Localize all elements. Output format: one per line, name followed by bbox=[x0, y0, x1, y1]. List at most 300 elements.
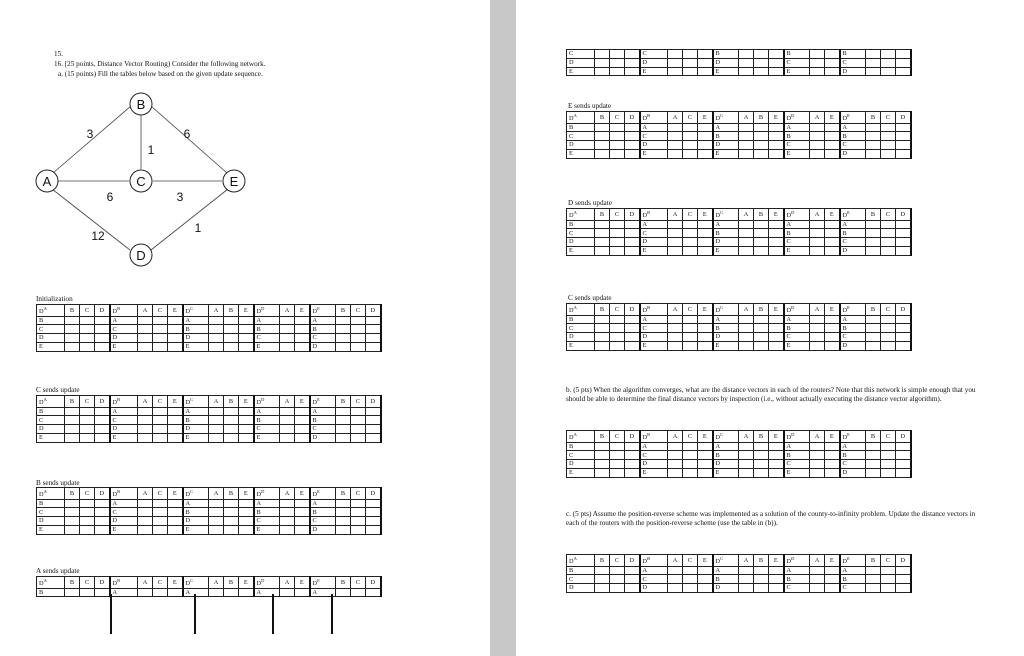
distance-cell[interactable] bbox=[153, 588, 168, 597]
distance-cell[interactable] bbox=[810, 132, 825, 141]
distance-cell[interactable] bbox=[351, 434, 366, 443]
distance-cell[interactable] bbox=[65, 526, 80, 535]
distance-cell[interactable] bbox=[810, 67, 825, 76]
distance-cell[interactable] bbox=[610, 150, 625, 159]
distance-cell[interactable] bbox=[754, 132, 769, 141]
distance-cell[interactable] bbox=[153, 517, 168, 526]
distance-cell[interactable] bbox=[224, 407, 239, 416]
distance-cell[interactable] bbox=[896, 150, 911, 159]
distance-cell[interactable] bbox=[896, 315, 911, 324]
distance-cell[interactable] bbox=[95, 425, 110, 434]
distance-cell[interactable] bbox=[80, 407, 95, 416]
distance-cell[interactable] bbox=[209, 416, 224, 425]
distance-cell[interactable] bbox=[625, 324, 640, 333]
distance-cell[interactable] bbox=[881, 451, 896, 460]
distance-cell[interactable] bbox=[881, 566, 896, 575]
distance-cell[interactable] bbox=[825, 150, 840, 159]
distance-cell[interactable] bbox=[668, 50, 683, 59]
distance-cell[interactable] bbox=[595, 315, 610, 324]
distance-cell[interactable] bbox=[351, 325, 366, 334]
distance-cell[interactable] bbox=[366, 588, 381, 597]
distance-cell[interactable] bbox=[336, 434, 351, 443]
distance-cell[interactable] bbox=[754, 566, 769, 575]
distance-cell[interactable] bbox=[754, 50, 769, 59]
distance-cell[interactable] bbox=[668, 575, 683, 584]
distance-cell[interactable] bbox=[896, 123, 911, 132]
distance-cell[interactable] bbox=[881, 238, 896, 247]
distance-cell[interactable] bbox=[153, 499, 168, 508]
distance-cell[interactable] bbox=[825, 67, 840, 76]
distance-cell[interactable] bbox=[683, 58, 698, 67]
distance-cell[interactable] bbox=[239, 334, 254, 343]
distance-cell[interactable] bbox=[153, 325, 168, 334]
distance-cell[interactable] bbox=[769, 460, 784, 469]
distance-cell[interactable] bbox=[739, 575, 754, 584]
distance-cell[interactable] bbox=[668, 247, 683, 256]
distance-cell[interactable] bbox=[65, 343, 80, 352]
distance-cell[interactable] bbox=[881, 67, 896, 76]
distance-cell[interactable] bbox=[209, 316, 224, 325]
distance-cell[interactable] bbox=[610, 333, 625, 342]
distance-cell[interactable] bbox=[769, 469, 784, 478]
distance-cell[interactable] bbox=[683, 247, 698, 256]
distance-cell[interactable] bbox=[866, 575, 881, 584]
distance-cell[interactable] bbox=[336, 343, 351, 352]
distance-cell[interactable] bbox=[168, 508, 183, 517]
distance-cell[interactable] bbox=[754, 342, 769, 351]
distance-cell[interactable] bbox=[683, 451, 698, 460]
distance-cell[interactable] bbox=[625, 247, 640, 256]
distance-cell[interactable] bbox=[866, 460, 881, 469]
distance-cell[interactable] bbox=[95, 325, 110, 334]
distance-cell[interactable] bbox=[138, 407, 153, 416]
distance-cell[interactable] bbox=[866, 247, 881, 256]
distance-cell[interactable] bbox=[683, 220, 698, 229]
distance-cell[interactable] bbox=[595, 460, 610, 469]
distance-cell[interactable] bbox=[168, 325, 183, 334]
distance-cell[interactable] bbox=[336, 325, 351, 334]
distance-cell[interactable] bbox=[280, 407, 295, 416]
distance-cell[interactable] bbox=[896, 132, 911, 141]
distance-cell[interactable] bbox=[896, 58, 911, 67]
distance-cell[interactable] bbox=[754, 324, 769, 333]
distance-cell[interactable] bbox=[683, 67, 698, 76]
distance-cell[interactable] bbox=[810, 247, 825, 256]
distance-cell[interactable] bbox=[668, 469, 683, 478]
distance-cell[interactable] bbox=[754, 460, 769, 469]
distance-cell[interactable] bbox=[280, 434, 295, 443]
distance-cell[interactable] bbox=[80, 526, 95, 535]
distance-cell[interactable] bbox=[610, 566, 625, 575]
distance-cell[interactable] bbox=[168, 416, 183, 425]
distance-cell[interactable] bbox=[95, 334, 110, 343]
distance-cell[interactable] bbox=[896, 333, 911, 342]
distance-cell[interactable] bbox=[610, 238, 625, 247]
distance-cell[interactable] bbox=[65, 334, 80, 343]
distance-cell[interactable] bbox=[896, 229, 911, 238]
distance-cell[interactable] bbox=[168, 343, 183, 352]
distance-cell[interactable] bbox=[138, 517, 153, 526]
distance-cell[interactable] bbox=[168, 588, 183, 597]
distance-cell[interactable] bbox=[280, 325, 295, 334]
distance-cell[interactable] bbox=[595, 132, 610, 141]
distance-cell[interactable] bbox=[95, 316, 110, 325]
distance-cell[interactable] bbox=[168, 316, 183, 325]
distance-cell[interactable] bbox=[668, 123, 683, 132]
distance-cell[interactable] bbox=[351, 343, 366, 352]
distance-cell[interactable] bbox=[336, 517, 351, 526]
distance-cell[interactable] bbox=[810, 333, 825, 342]
distance-cell[interactable] bbox=[610, 469, 625, 478]
distance-cell[interactable] bbox=[209, 526, 224, 535]
distance-cell[interactable] bbox=[668, 238, 683, 247]
distance-cell[interactable] bbox=[866, 584, 881, 593]
distance-cell[interactable] bbox=[881, 150, 896, 159]
distance-cell[interactable] bbox=[153, 407, 168, 416]
distance-cell[interactable] bbox=[825, 229, 840, 238]
distance-cell[interactable] bbox=[810, 50, 825, 59]
distance-cell[interactable] bbox=[80, 316, 95, 325]
distance-cell[interactable] bbox=[153, 416, 168, 425]
distance-cell[interactable] bbox=[739, 220, 754, 229]
distance-cell[interactable] bbox=[810, 442, 825, 451]
distance-cell[interactable] bbox=[683, 333, 698, 342]
distance-cell[interactable] bbox=[668, 451, 683, 460]
distance-cell[interactable] bbox=[739, 67, 754, 76]
distance-cell[interactable] bbox=[739, 324, 754, 333]
distance-cell[interactable] bbox=[224, 416, 239, 425]
distance-cell[interactable] bbox=[739, 315, 754, 324]
distance-cell[interactable] bbox=[769, 150, 784, 159]
distance-cell[interactable] bbox=[351, 407, 366, 416]
distance-cell[interactable] bbox=[295, 588, 310, 597]
distance-cell[interactable] bbox=[698, 333, 713, 342]
distance-cell[interactable] bbox=[610, 575, 625, 584]
distance-cell[interactable] bbox=[65, 316, 80, 325]
distance-cell[interactable] bbox=[825, 324, 840, 333]
distance-cell[interactable] bbox=[739, 141, 754, 150]
distance-cell[interactable] bbox=[138, 416, 153, 425]
distance-cell[interactable] bbox=[80, 325, 95, 334]
distance-cell[interactable] bbox=[595, 123, 610, 132]
distance-cell[interactable] bbox=[138, 499, 153, 508]
distance-cell[interactable] bbox=[668, 315, 683, 324]
distance-cell[interactable] bbox=[668, 324, 683, 333]
distance-cell[interactable] bbox=[295, 316, 310, 325]
distance-cell[interactable] bbox=[896, 67, 911, 76]
distance-cell[interactable] bbox=[280, 526, 295, 535]
distance-cell[interactable] bbox=[668, 150, 683, 159]
distance-cell[interactable] bbox=[239, 588, 254, 597]
distance-cell[interactable] bbox=[825, 451, 840, 460]
distance-cell[interactable] bbox=[610, 315, 625, 324]
distance-cell[interactable] bbox=[896, 566, 911, 575]
distance-cell[interactable] bbox=[810, 342, 825, 351]
distance-cell[interactable] bbox=[866, 469, 881, 478]
distance-cell[interactable] bbox=[351, 316, 366, 325]
distance-cell[interactable] bbox=[595, 469, 610, 478]
distance-cell[interactable] bbox=[239, 517, 254, 526]
distance-cell[interactable] bbox=[239, 343, 254, 352]
distance-cell[interactable] bbox=[698, 324, 713, 333]
distance-cell[interactable] bbox=[881, 315, 896, 324]
distance-cell[interactable] bbox=[754, 238, 769, 247]
distance-cell[interactable] bbox=[668, 342, 683, 351]
distance-cell[interactable] bbox=[138, 316, 153, 325]
distance-cell[interactable] bbox=[224, 343, 239, 352]
distance-cell[interactable] bbox=[625, 342, 640, 351]
distance-cell[interactable] bbox=[351, 416, 366, 425]
distance-cell[interactable] bbox=[366, 508, 381, 517]
distance-cell[interactable] bbox=[896, 324, 911, 333]
distance-cell[interactable] bbox=[65, 416, 80, 425]
distance-cell[interactable] bbox=[739, 150, 754, 159]
distance-cell[interactable] bbox=[683, 442, 698, 451]
distance-cell[interactable] bbox=[769, 342, 784, 351]
distance-cell[interactable] bbox=[336, 407, 351, 416]
distance-cell[interactable] bbox=[754, 584, 769, 593]
distance-cell[interactable] bbox=[595, 58, 610, 67]
distance-cell[interactable] bbox=[683, 238, 698, 247]
distance-cell[interactable] bbox=[881, 584, 896, 593]
distance-cell[interactable] bbox=[739, 342, 754, 351]
distance-cell[interactable] bbox=[224, 517, 239, 526]
distance-cell[interactable] bbox=[209, 499, 224, 508]
distance-cell[interactable] bbox=[698, 58, 713, 67]
distance-cell[interactable] bbox=[280, 416, 295, 425]
distance-cell[interactable] bbox=[295, 325, 310, 334]
distance-cell[interactable] bbox=[153, 434, 168, 443]
distance-cell[interactable] bbox=[810, 460, 825, 469]
distance-cell[interactable] bbox=[866, 324, 881, 333]
distance-cell[interactable] bbox=[366, 434, 381, 443]
distance-cell[interactable] bbox=[625, 67, 640, 76]
distance-cell[interactable] bbox=[366, 517, 381, 526]
distance-cell[interactable] bbox=[810, 315, 825, 324]
distance-cell[interactable] bbox=[769, 584, 784, 593]
distance-cell[interactable] bbox=[95, 499, 110, 508]
distance-cell[interactable] bbox=[610, 460, 625, 469]
distance-cell[interactable] bbox=[209, 425, 224, 434]
distance-cell[interactable] bbox=[610, 132, 625, 141]
distance-cell[interactable] bbox=[351, 526, 366, 535]
distance-cell[interactable] bbox=[739, 460, 754, 469]
distance-cell[interactable] bbox=[168, 334, 183, 343]
distance-cell[interactable] bbox=[153, 425, 168, 434]
distance-cell[interactable] bbox=[209, 588, 224, 597]
distance-cell[interactable] bbox=[769, 566, 784, 575]
distance-cell[interactable] bbox=[336, 334, 351, 343]
distance-cell[interactable] bbox=[698, 67, 713, 76]
distance-cell[interactable] bbox=[769, 123, 784, 132]
distance-cell[interactable] bbox=[866, 333, 881, 342]
distance-cell[interactable] bbox=[610, 141, 625, 150]
distance-cell[interactable] bbox=[295, 434, 310, 443]
distance-cell[interactable] bbox=[80, 416, 95, 425]
distance-cell[interactable] bbox=[896, 220, 911, 229]
distance-cell[interactable] bbox=[224, 334, 239, 343]
distance-cell[interactable] bbox=[881, 50, 896, 59]
distance-cell[interactable] bbox=[239, 434, 254, 443]
distance-cell[interactable] bbox=[825, 469, 840, 478]
distance-cell[interactable] bbox=[595, 324, 610, 333]
distance-cell[interactable] bbox=[739, 584, 754, 593]
distance-cell[interactable] bbox=[224, 526, 239, 535]
distance-cell[interactable] bbox=[595, 220, 610, 229]
distance-cell[interactable] bbox=[668, 58, 683, 67]
distance-cell[interactable] bbox=[769, 141, 784, 150]
distance-cell[interactable] bbox=[769, 132, 784, 141]
distance-cell[interactable] bbox=[239, 316, 254, 325]
distance-cell[interactable] bbox=[138, 325, 153, 334]
distance-cell[interactable] bbox=[683, 132, 698, 141]
distance-cell[interactable] bbox=[280, 425, 295, 434]
distance-cell[interactable] bbox=[625, 566, 640, 575]
distance-cell[interactable] bbox=[168, 425, 183, 434]
distance-cell[interactable] bbox=[80, 508, 95, 517]
distance-cell[interactable] bbox=[280, 343, 295, 352]
distance-cell[interactable] bbox=[866, 141, 881, 150]
distance-cell[interactable] bbox=[239, 499, 254, 508]
distance-cell[interactable] bbox=[336, 316, 351, 325]
distance-cell[interactable] bbox=[825, 575, 840, 584]
distance-cell[interactable] bbox=[224, 325, 239, 334]
distance-cell[interactable] bbox=[625, 469, 640, 478]
distance-cell[interactable] bbox=[896, 460, 911, 469]
distance-cell[interactable] bbox=[95, 517, 110, 526]
distance-cell[interactable] bbox=[295, 499, 310, 508]
distance-cell[interactable] bbox=[209, 407, 224, 416]
distance-cell[interactable] bbox=[65, 325, 80, 334]
distance-cell[interactable] bbox=[810, 58, 825, 67]
distance-cell[interactable] bbox=[683, 229, 698, 238]
distance-cell[interactable] bbox=[683, 469, 698, 478]
distance-cell[interactable] bbox=[280, 517, 295, 526]
distance-cell[interactable] bbox=[595, 566, 610, 575]
distance-cell[interactable] bbox=[153, 343, 168, 352]
distance-cell[interactable] bbox=[866, 442, 881, 451]
distance-cell[interactable] bbox=[881, 460, 896, 469]
distance-cell[interactable] bbox=[224, 425, 239, 434]
distance-cell[interactable] bbox=[698, 575, 713, 584]
distance-cell[interactable] bbox=[769, 575, 784, 584]
distance-cell[interactable] bbox=[698, 584, 713, 593]
distance-cell[interactable] bbox=[625, 50, 640, 59]
distance-cell[interactable] bbox=[668, 132, 683, 141]
distance-cell[interactable] bbox=[683, 324, 698, 333]
distance-cell[interactable] bbox=[595, 575, 610, 584]
distance-cell[interactable] bbox=[739, 123, 754, 132]
distance-cell[interactable] bbox=[280, 499, 295, 508]
distance-cell[interactable] bbox=[769, 50, 784, 59]
distance-cell[interactable] bbox=[209, 517, 224, 526]
distance-cell[interactable] bbox=[366, 425, 381, 434]
distance-cell[interactable] bbox=[739, 132, 754, 141]
distance-cell[interactable] bbox=[595, 451, 610, 460]
distance-cell[interactable] bbox=[336, 508, 351, 517]
distance-cell[interactable] bbox=[698, 315, 713, 324]
distance-cell[interactable] bbox=[754, 123, 769, 132]
distance-cell[interactable] bbox=[866, 67, 881, 76]
distance-cell[interactable] bbox=[896, 238, 911, 247]
distance-cell[interactable] bbox=[769, 220, 784, 229]
distance-cell[interactable] bbox=[625, 460, 640, 469]
distance-cell[interactable] bbox=[810, 150, 825, 159]
distance-cell[interactable] bbox=[168, 499, 183, 508]
distance-cell[interactable] bbox=[866, 315, 881, 324]
distance-cell[interactable] bbox=[810, 469, 825, 478]
distance-cell[interactable] bbox=[280, 334, 295, 343]
distance-cell[interactable] bbox=[610, 229, 625, 238]
distance-cell[interactable] bbox=[739, 442, 754, 451]
distance-cell[interactable] bbox=[683, 584, 698, 593]
distance-cell[interactable] bbox=[881, 123, 896, 132]
distance-cell[interactable] bbox=[881, 324, 896, 333]
distance-cell[interactable] bbox=[810, 229, 825, 238]
distance-cell[interactable] bbox=[168, 517, 183, 526]
distance-cell[interactable] bbox=[881, 141, 896, 150]
distance-cell[interactable] bbox=[896, 442, 911, 451]
distance-cell[interactable] bbox=[668, 333, 683, 342]
distance-cell[interactable] bbox=[769, 315, 784, 324]
distance-cell[interactable] bbox=[769, 238, 784, 247]
distance-cell[interactable] bbox=[825, 315, 840, 324]
distance-cell[interactable] bbox=[138, 508, 153, 517]
distance-cell[interactable] bbox=[825, 132, 840, 141]
distance-cell[interactable] bbox=[80, 425, 95, 434]
distance-cell[interactable] bbox=[610, 584, 625, 593]
distance-cell[interactable] bbox=[366, 343, 381, 352]
distance-cell[interactable] bbox=[625, 229, 640, 238]
distance-cell[interactable] bbox=[754, 247, 769, 256]
distance-cell[interactable] bbox=[610, 123, 625, 132]
distance-cell[interactable] bbox=[168, 434, 183, 443]
distance-cell[interactable] bbox=[625, 123, 640, 132]
distance-cell[interactable] bbox=[95, 343, 110, 352]
distance-cell[interactable] bbox=[881, 442, 896, 451]
distance-cell[interactable] bbox=[683, 315, 698, 324]
distance-cell[interactable] bbox=[366, 416, 381, 425]
distance-cell[interactable] bbox=[625, 132, 640, 141]
distance-cell[interactable] bbox=[95, 526, 110, 535]
distance-cell[interactable] bbox=[683, 123, 698, 132]
distance-cell[interactable] bbox=[366, 526, 381, 535]
distance-cell[interactable] bbox=[668, 442, 683, 451]
distance-cell[interactable] bbox=[668, 220, 683, 229]
distance-cell[interactable] bbox=[866, 238, 881, 247]
distance-cell[interactable] bbox=[239, 508, 254, 517]
distance-cell[interactable] bbox=[810, 123, 825, 132]
distance-cell[interactable] bbox=[336, 425, 351, 434]
distance-cell[interactable] bbox=[65, 407, 80, 416]
distance-cell[interactable] bbox=[668, 229, 683, 238]
distance-cell[interactable] bbox=[595, 442, 610, 451]
distance-cell[interactable] bbox=[336, 588, 351, 597]
distance-cell[interactable] bbox=[769, 58, 784, 67]
distance-cell[interactable] bbox=[739, 229, 754, 238]
distance-cell[interactable] bbox=[366, 499, 381, 508]
distance-cell[interactable] bbox=[224, 316, 239, 325]
distance-cell[interactable] bbox=[896, 584, 911, 593]
distance-cell[interactable] bbox=[896, 342, 911, 351]
distance-cell[interactable] bbox=[866, 58, 881, 67]
distance-cell[interactable] bbox=[866, 132, 881, 141]
distance-cell[interactable] bbox=[739, 333, 754, 342]
distance-cell[interactable] bbox=[610, 247, 625, 256]
distance-cell[interactable] bbox=[168, 407, 183, 416]
distance-cell[interactable] bbox=[825, 460, 840, 469]
distance-cell[interactable] bbox=[698, 141, 713, 150]
